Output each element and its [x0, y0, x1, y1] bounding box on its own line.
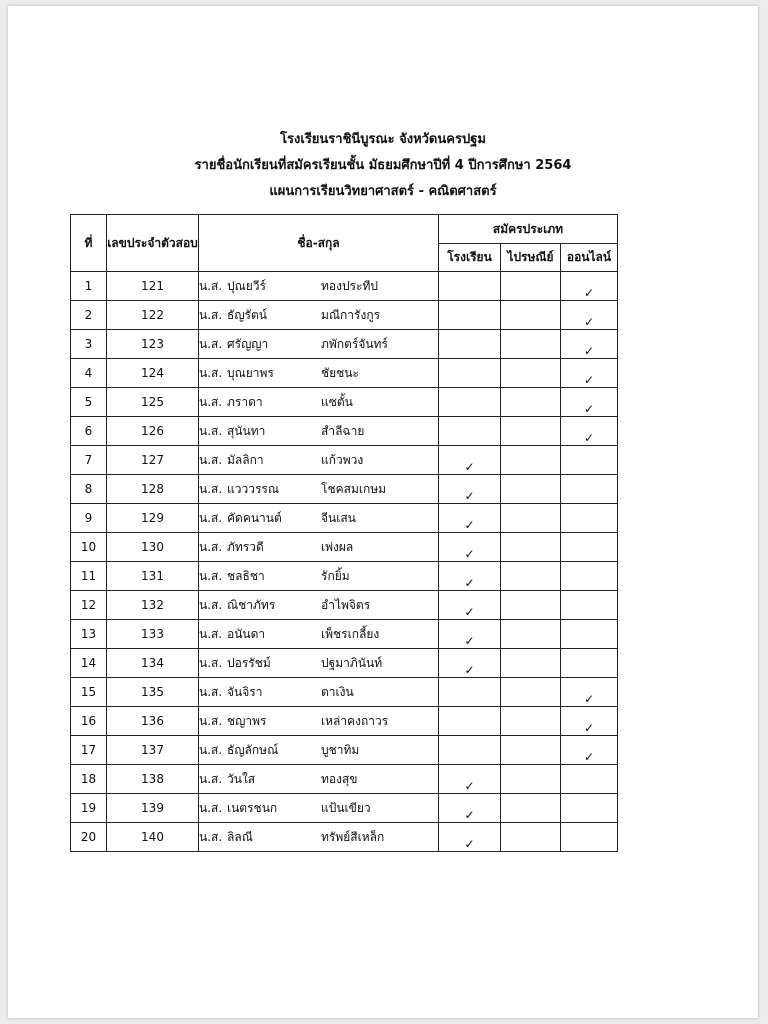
- row-number: 9: [71, 504, 107, 533]
- row-number: 10: [71, 533, 107, 562]
- check-mark-icon: ✓: [464, 518, 475, 532]
- type-school-cell: [439, 446, 501, 475]
- seat-number: 130: [107, 533, 199, 562]
- row-number: 12: [71, 591, 107, 620]
- table-row: [71, 678, 618, 707]
- last-name: ทรัพย์สีเหล็ก: [321, 829, 385, 844]
- type-online-cell: [561, 591, 618, 620]
- type-online-cell: [561, 359, 618, 388]
- type-post-cell: [501, 330, 561, 359]
- type-online-cell: [561, 794, 618, 823]
- applicant-table: [70, 214, 618, 852]
- row-number: 3: [71, 330, 107, 359]
- check-mark-icon: ✓: [464, 460, 475, 474]
- document-page: [8, 6, 758, 1018]
- student-name: [199, 504, 439, 533]
- type-school-cell: [439, 591, 501, 620]
- type-post-cell: [501, 707, 561, 736]
- type-post-cell: [501, 359, 561, 388]
- table-row: [71, 533, 618, 562]
- header-seat-number: เลขประจำตัวสอบ: [107, 215, 199, 272]
- row-number: 17: [71, 736, 107, 765]
- type-post-cell: [501, 272, 561, 301]
- type-school-cell: [439, 533, 501, 562]
- last-name: ปฐมาภินันท์: [321, 655, 383, 670]
- last-name: ทองประทีป: [321, 278, 379, 293]
- type-online-cell: [561, 649, 618, 678]
- student-name: [199, 533, 439, 562]
- table-row: [71, 736, 618, 765]
- row-number: 5: [71, 388, 107, 417]
- seat-number: 125: [107, 388, 199, 417]
- table-row: [71, 823, 618, 852]
- last-name: เพ่งผล: [321, 539, 354, 554]
- seat-number: 132: [107, 591, 199, 620]
- header-online: ออนไลน์: [561, 244, 618, 272]
- header-application-type: สมัครประเภท: [439, 215, 618, 244]
- type-online-cell: [561, 707, 618, 736]
- student-name: [199, 562, 439, 591]
- first-name: ลิลณี: [227, 829, 253, 844]
- first-name: ณิชาภัทร: [227, 597, 276, 612]
- check-mark-icon: ✓: [464, 547, 475, 561]
- name-prefix: น.ส.: [199, 539, 223, 554]
- check-mark-icon: ✓: [583, 692, 595, 706]
- last-name: บูชาทิม: [321, 742, 360, 757]
- type-online-cell: [561, 272, 618, 301]
- row-number: 19: [71, 794, 107, 823]
- name-prefix: น.ส.: [199, 626, 223, 641]
- type-school-cell: [439, 475, 501, 504]
- last-name: ตาเงิน: [321, 684, 354, 699]
- check-mark-icon: ✓: [583, 721, 595, 735]
- check-mark-icon: ✓: [583, 315, 595, 329]
- check-mark-icon: ✓: [464, 605, 475, 619]
- header-school: โรงเรียน: [439, 244, 501, 272]
- last-name: จีนเสน: [321, 510, 356, 525]
- type-post-cell: [501, 765, 561, 794]
- name-prefix: น.ส.: [199, 336, 223, 351]
- check-mark-icon: ✓: [464, 808, 475, 822]
- type-school-cell: [439, 359, 501, 388]
- last-name: รักยิ้ม: [321, 568, 350, 583]
- type-school-cell: [439, 794, 501, 823]
- student-name: [199, 388, 439, 417]
- seat-number: 136: [107, 707, 199, 736]
- last-name: แซตั้น: [321, 394, 353, 409]
- last-name: มณีการังกูร: [321, 307, 381, 322]
- last-name: แป้นเขียว: [321, 800, 371, 815]
- table-row: [71, 330, 618, 359]
- table-row: [71, 591, 618, 620]
- table-row: [71, 301, 618, 330]
- seat-number: 121: [107, 272, 199, 301]
- student-name: [199, 359, 439, 388]
- header-post: ไปรษณีย์: [501, 244, 561, 272]
- name-prefix: น.ส.: [199, 771, 223, 786]
- first-name: เนตรชนก: [227, 800, 278, 815]
- table-row: [71, 707, 618, 736]
- row-number: 7: [71, 446, 107, 475]
- type-online-cell: [561, 475, 618, 504]
- type-post-cell: [501, 678, 561, 707]
- document-titles: [8, 132, 758, 210]
- seat-number: 127: [107, 446, 199, 475]
- row-number: 6: [71, 417, 107, 446]
- type-online-cell: [561, 388, 618, 417]
- type-post-cell: [501, 591, 561, 620]
- name-prefix: น.ส.: [199, 394, 223, 409]
- name-prefix: น.ส.: [199, 713, 223, 728]
- type-online-cell: [561, 678, 618, 707]
- first-name: ปุณยวีร์: [227, 278, 266, 293]
- student-name: [199, 620, 439, 649]
- first-name: ชลธิชา: [227, 568, 265, 583]
- type-post-cell: [501, 475, 561, 504]
- check-mark-icon: ✓: [583, 373, 595, 387]
- student-name: [199, 707, 439, 736]
- applicant-rows: [71, 272, 618, 852]
- name-prefix: น.ส.: [199, 655, 223, 670]
- name-prefix: น.ส.: [199, 684, 223, 699]
- name-prefix: น.ส.: [199, 510, 223, 525]
- first-name: ศรัญญา: [227, 336, 269, 351]
- first-name: ชญาพร: [227, 713, 267, 728]
- check-mark-icon: ✓: [583, 431, 595, 445]
- type-online-cell: [561, 562, 618, 591]
- row-number: 13: [71, 620, 107, 649]
- student-name: [199, 765, 439, 794]
- last-name: อำไพจิตร: [321, 597, 371, 612]
- table-row: [71, 620, 618, 649]
- last-name: เหล่าคงถาวร: [321, 713, 389, 728]
- student-name: [199, 272, 439, 301]
- student-name: [199, 591, 439, 620]
- type-post-cell: [501, 504, 561, 533]
- row-number: 8: [71, 475, 107, 504]
- seat-number: 131: [107, 562, 199, 591]
- type-school-cell: [439, 736, 501, 765]
- student-name: [199, 475, 439, 504]
- student-name: [199, 330, 439, 359]
- list-title: รายชื่อนักเรียนที่สมัครเรียนชั้น มัธยมศึกษาปีที่ 4 ปีการศึกษา 2564: [194, 158, 572, 173]
- first-name: ธัญลักษณ์: [227, 742, 279, 757]
- type-post-cell: [501, 562, 561, 591]
- type-online-cell: [561, 301, 618, 330]
- name-prefix: น.ส.: [199, 481, 223, 496]
- table-row: [71, 562, 618, 591]
- type-post-cell: [501, 446, 561, 475]
- seat-number: 139: [107, 794, 199, 823]
- student-name: [199, 678, 439, 707]
- last-name: ทองสุข: [321, 771, 358, 786]
- row-number: 14: [71, 649, 107, 678]
- student-name: [199, 417, 439, 446]
- first-name: อนันดา: [227, 626, 266, 641]
- type-school-cell: [439, 330, 501, 359]
- name-prefix: น.ส.: [199, 365, 223, 380]
- check-mark-icon: ✓: [583, 402, 595, 416]
- school-title: โรงเรียนราชินีบูรณะ จังหวัดนครปฐม: [280, 132, 486, 147]
- row-number: 16: [71, 707, 107, 736]
- first-name: สุนันทา: [227, 423, 266, 438]
- type-online-cell: [561, 446, 618, 475]
- check-mark-icon: ✓: [464, 489, 475, 503]
- seat-number: 128: [107, 475, 199, 504]
- type-post-cell: [501, 533, 561, 562]
- header-no: ที่: [71, 215, 107, 272]
- type-online-cell: [561, 330, 618, 359]
- table-row: [71, 504, 618, 533]
- check-mark-icon: ✓: [583, 286, 595, 300]
- type-online-cell: [561, 765, 618, 794]
- seat-number: 133: [107, 620, 199, 649]
- seat-number: 124: [107, 359, 199, 388]
- type-post-cell: [501, 736, 561, 765]
- type-post-cell: [501, 823, 561, 852]
- check-mark-icon: ✓: [464, 634, 475, 648]
- first-name: แวววรรณ: [227, 481, 279, 496]
- row-number: 15: [71, 678, 107, 707]
- type-school-cell: [439, 823, 501, 852]
- type-post-cell: [501, 388, 561, 417]
- name-prefix: น.ส.: [199, 829, 223, 844]
- name-prefix: น.ส.: [199, 307, 223, 322]
- seat-number: 140: [107, 823, 199, 852]
- table-row: [71, 272, 618, 301]
- table-row: [71, 765, 618, 794]
- first-name: มัลลิกา: [227, 452, 264, 467]
- type-post-cell: [501, 649, 561, 678]
- name-prefix: น.ส.: [199, 800, 223, 815]
- first-name: ภัทรวดี: [227, 539, 264, 554]
- type-school-cell: [439, 678, 501, 707]
- last-name: ชัยชนะ: [321, 365, 359, 380]
- row-number: 18: [71, 765, 107, 794]
- seat-number: 123: [107, 330, 199, 359]
- seat-number: 138: [107, 765, 199, 794]
- type-online-cell: [561, 736, 618, 765]
- name-prefix: น.ส.: [199, 423, 223, 438]
- row-number: 20: [71, 823, 107, 852]
- first-name: คัดคนานต์: [227, 510, 282, 525]
- type-school-cell: [439, 707, 501, 736]
- row-number: 11: [71, 562, 107, 591]
- type-school-cell: [439, 417, 501, 446]
- row-number: 4: [71, 359, 107, 388]
- row-number: 1: [71, 272, 107, 301]
- type-school-cell: [439, 504, 501, 533]
- name-prefix: น.ส.: [199, 452, 223, 467]
- student-name: [199, 794, 439, 823]
- seat-number: 122: [107, 301, 199, 330]
- table-row: [71, 388, 618, 417]
- check-mark-icon: ✓: [464, 576, 475, 590]
- student-name: [199, 823, 439, 852]
- table-row: [71, 794, 618, 823]
- check-mark-icon: ✓: [583, 344, 595, 358]
- type-school-cell: [439, 272, 501, 301]
- type-school-cell: [439, 620, 501, 649]
- table-row: [71, 359, 618, 388]
- seat-number: 134: [107, 649, 199, 678]
- check-mark-icon: ✓: [464, 663, 475, 677]
- name-prefix: น.ส.: [199, 568, 223, 583]
- name-prefix: น.ส.: [199, 742, 223, 757]
- type-school-cell: [439, 765, 501, 794]
- check-mark-icon: ✓: [583, 750, 595, 764]
- check-mark-icon: ✓: [464, 779, 475, 793]
- table-row: [71, 446, 618, 475]
- type-online-cell: [561, 417, 618, 446]
- last-name: แก้วพวง: [321, 452, 364, 467]
- type-post-cell: [501, 620, 561, 649]
- seat-number: 129: [107, 504, 199, 533]
- student-name: [199, 301, 439, 330]
- table-row: [71, 417, 618, 446]
- seat-number: 126: [107, 417, 199, 446]
- first-name: บุณยาพร: [227, 365, 274, 380]
- first-name: ปอรรัชม์: [227, 655, 271, 670]
- type-school-cell: [439, 562, 501, 591]
- student-name: [199, 446, 439, 475]
- name-prefix: น.ส.: [199, 597, 223, 612]
- type-online-cell: [561, 504, 618, 533]
- name-prefix: น.ส.: [199, 278, 223, 293]
- type-post-cell: [501, 794, 561, 823]
- type-school-cell: [439, 301, 501, 330]
- type-school-cell: [439, 649, 501, 678]
- type-online-cell: [561, 620, 618, 649]
- type-post-cell: [501, 301, 561, 330]
- last-name: สำลีฉาย: [321, 423, 365, 438]
- last-name: ภพักตร์จันทร์: [321, 336, 388, 351]
- first-name: ธัญรัตน์: [227, 307, 267, 322]
- row-number: 2: [71, 301, 107, 330]
- last-name: เพ็ชรเกลี้ยง: [321, 626, 380, 641]
- check-mark-icon: ✓: [464, 837, 475, 851]
- program-title: แผนการเรียนวิทยาศาสตร์ - คณิตศาสตร์: [269, 184, 497, 199]
- header-full-name: ชื่อ-สกุล: [199, 215, 439, 272]
- student-name: [199, 736, 439, 765]
- type-online-cell: [561, 533, 618, 562]
- type-school-cell: [439, 388, 501, 417]
- first-name: จันจิรา: [227, 684, 263, 699]
- seat-number: 137: [107, 736, 199, 765]
- first-name: วันใส: [227, 771, 256, 786]
- first-name: ภราดา: [227, 394, 263, 409]
- last-name: โชคสมเกษม: [321, 481, 387, 496]
- type-online-cell: [561, 823, 618, 852]
- table-row: [71, 649, 618, 678]
- type-post-cell: [501, 417, 561, 446]
- seat-number: 135: [107, 678, 199, 707]
- table-row: [71, 475, 618, 504]
- student-name: [199, 649, 439, 678]
